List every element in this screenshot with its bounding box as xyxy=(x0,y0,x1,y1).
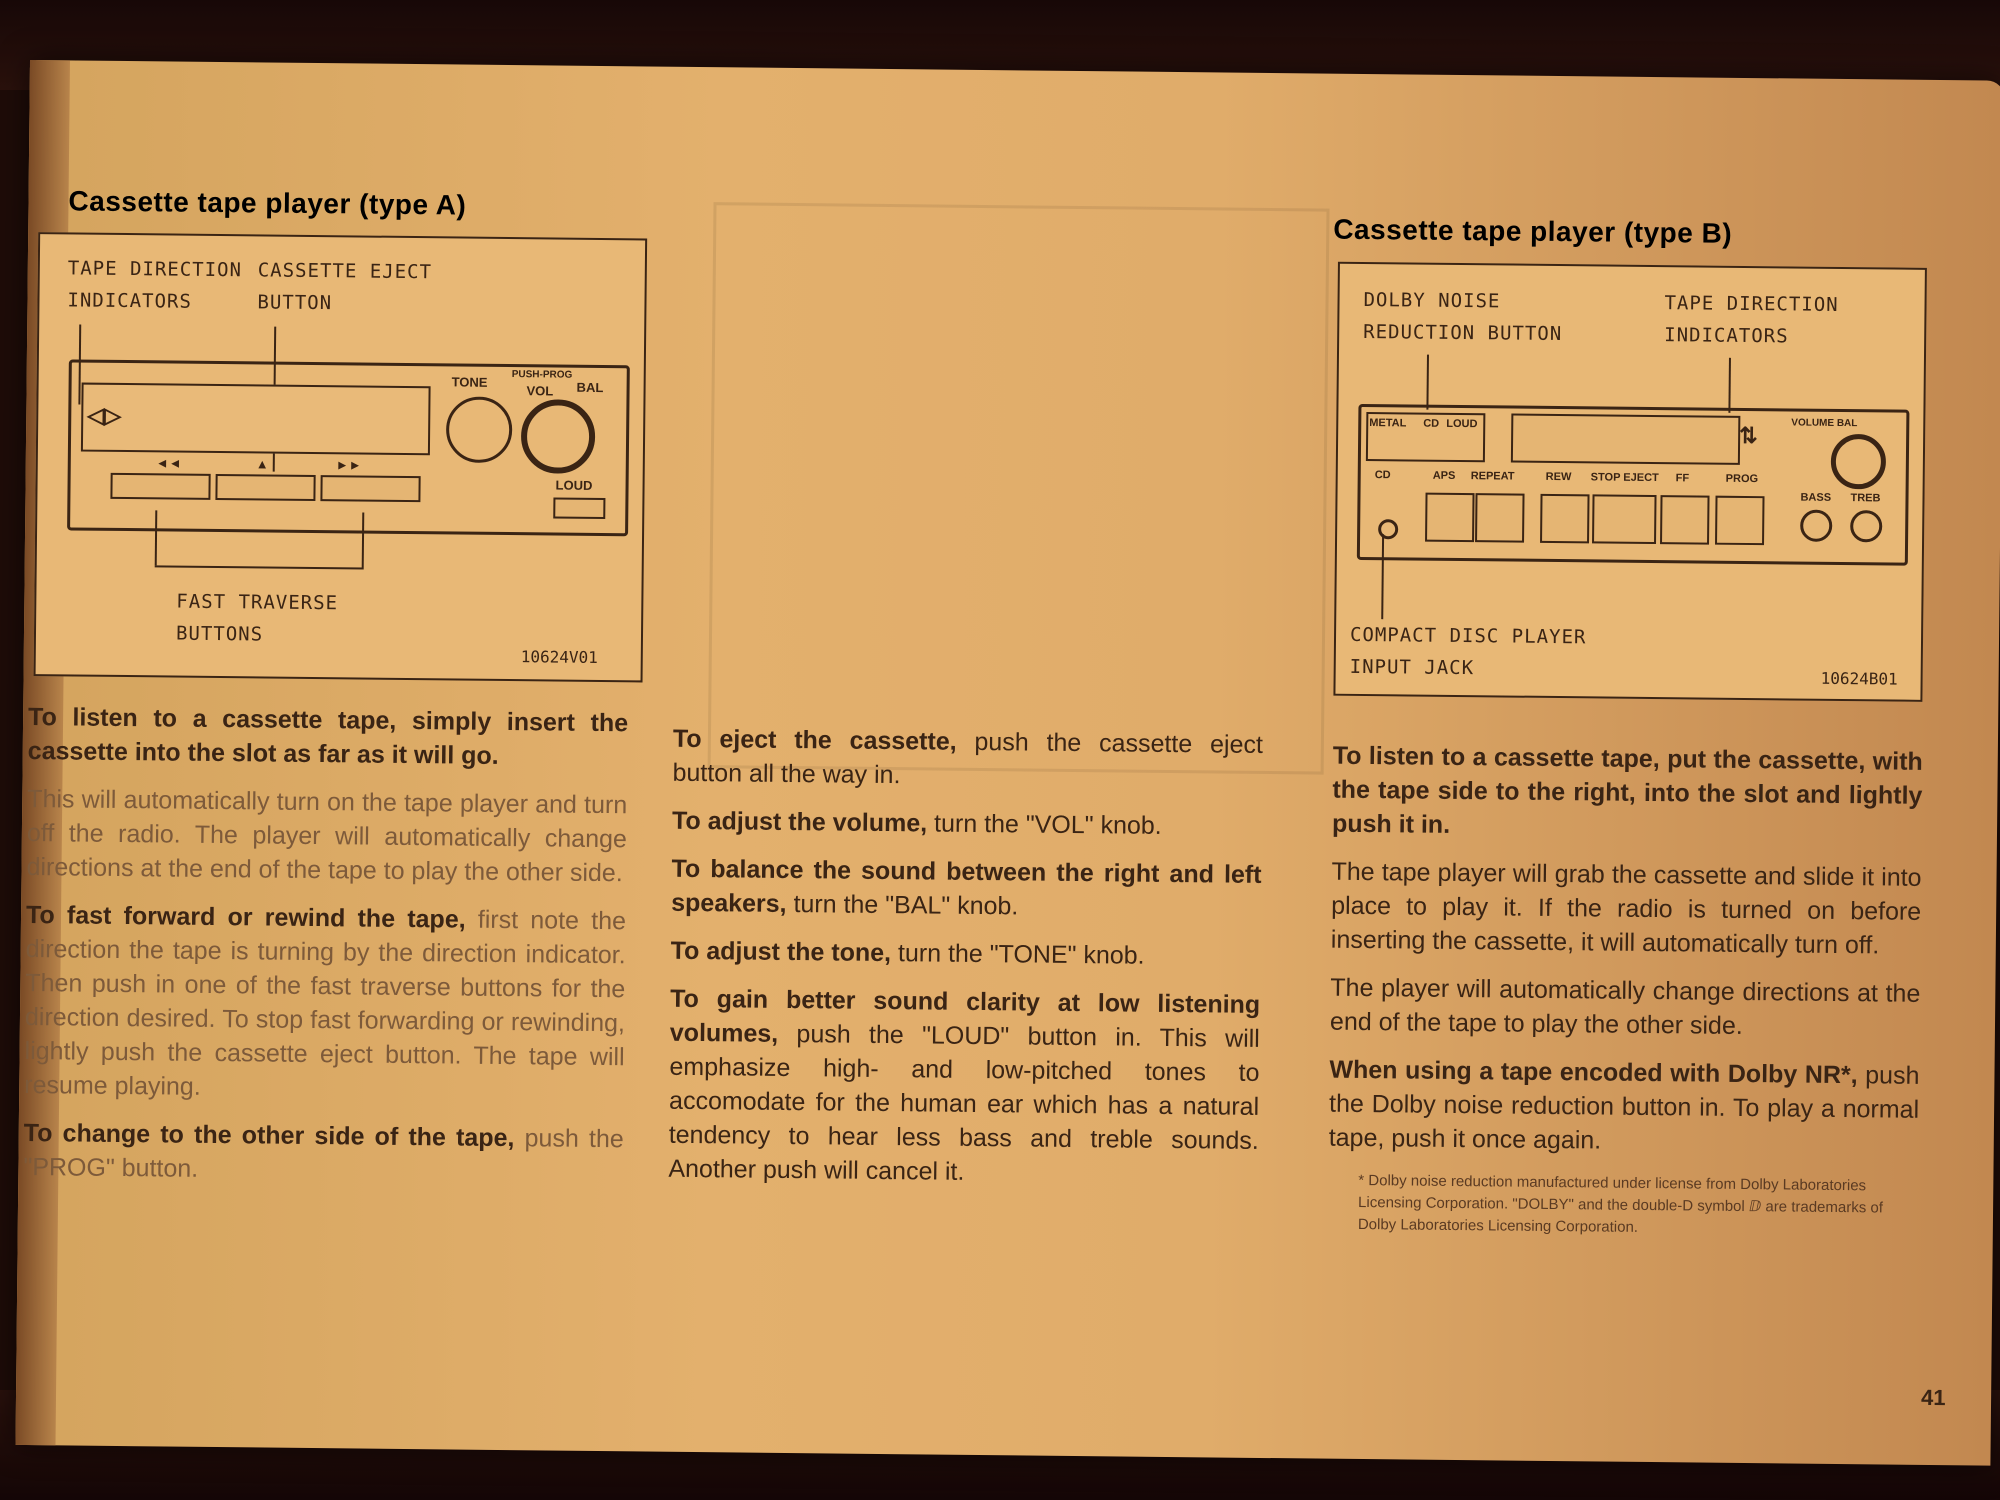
prog-label: PUSH-PROG xyxy=(511,369,573,381)
paragraph xyxy=(668,982,1260,1192)
leader-line xyxy=(362,513,365,568)
bleed-through-figure xyxy=(708,202,1330,774)
paragraph-bold: To balance the sound between the right and left speakers, xyxy=(671,854,1262,918)
callout-line: CASSETTE EJECT xyxy=(257,259,433,284)
prog-label: PROG xyxy=(1725,472,1759,486)
callout-tape-direction xyxy=(67,252,242,318)
loud-label: LOUD xyxy=(1446,417,1478,431)
fast-forward-icon: ►► xyxy=(335,457,362,473)
paragraph xyxy=(1329,1053,1920,1161)
paragraph: The player will automatically change directions at the end of the tape to play the other side. xyxy=(1329,973,1921,1040)
aps-button[interactable] xyxy=(1425,493,1475,543)
leader-line xyxy=(1426,355,1429,410)
heading-type-a: Cassette tape player (type A) xyxy=(68,185,467,221)
callout-dolby xyxy=(1363,284,1563,350)
volume-bal-label: VOLUME BAL xyxy=(1791,417,1858,430)
paragraph-bold: To change to the other side of the tape, xyxy=(23,1118,515,1153)
figure-code: 10624B01 xyxy=(1820,668,1898,689)
callout-cassette-eject xyxy=(257,254,432,320)
stop-eject-button[interactable] xyxy=(1592,494,1657,544)
repeat-button[interactable] xyxy=(1475,493,1525,543)
eject-icon: ▲ xyxy=(255,456,269,472)
paragraph-bold: To eject the cassette, xyxy=(672,724,957,756)
paragraph: This will automatically turn on the tape player and turn off the radio. The player will automatically change directions at the end of the tape to play the other side. xyxy=(26,785,628,888)
paragraph-bold: To gain better sound clarity at low listening volumes, xyxy=(669,984,1261,1048)
ff-button[interactable] xyxy=(1660,495,1710,545)
callout-line: INDICATORS xyxy=(1664,324,1789,348)
tape-direction-icon: ◁▷ xyxy=(87,402,122,428)
tape-direction-icon: ⇅ xyxy=(1739,422,1758,449)
callout-line: TAPE DIRECTION xyxy=(1664,292,1839,316)
callout-line: DOLBY NOISE xyxy=(1363,288,1501,313)
paragraph xyxy=(672,804,1262,844)
rew-label: REW xyxy=(1545,470,1572,484)
cd-input-label: CD xyxy=(1374,469,1391,482)
callout-cd-jack xyxy=(1350,619,1587,685)
rewind-icon: ◄◄ xyxy=(155,455,182,471)
treb-label: TREB xyxy=(1850,492,1881,505)
repeat-label: REPEAT xyxy=(1470,470,1515,483)
figure-type-a xyxy=(34,232,648,682)
paragraph-body: turn the "TONE" knob. xyxy=(890,939,1145,970)
eject-button[interactable] xyxy=(215,474,315,501)
paragraph-bold: To fast forward or rewind the tape, xyxy=(25,901,466,934)
rewind-button[interactable] xyxy=(110,473,210,500)
loud-label: LOUD xyxy=(555,477,593,493)
rew-button[interactable] xyxy=(1540,494,1590,544)
vol-label: VOL xyxy=(526,383,554,399)
callout-line: COMPACT DISC PLAYER xyxy=(1349,623,1587,649)
paragraph-body: first note the direction the tape is turning by the direction indicator. Then push in one of the fast traverse buttons for the direction desired. To stop fast forwarding or rewinding, lightly push the cassette eject button. The tape will resume playing. xyxy=(24,905,627,1101)
bass-knob[interactable] xyxy=(1800,510,1832,542)
callout-line: INPUT JACK xyxy=(1349,655,1475,680)
callout-line: BUTTONS xyxy=(175,622,264,646)
prog-button[interactable] xyxy=(1715,496,1765,546)
page-number: 41 xyxy=(1920,1384,1946,1411)
fast-forward-button[interactable] xyxy=(320,475,420,502)
paragraph xyxy=(23,1116,624,1190)
volume-knob[interactable] xyxy=(1831,434,1887,490)
figure-code: 10624V01 xyxy=(520,647,598,667)
left-column-text xyxy=(23,700,628,1204)
right-column-text xyxy=(1328,739,1923,1257)
metal-label: METAL xyxy=(1369,417,1407,430)
callout-line: FAST TRAVERSE xyxy=(176,590,339,615)
paragraph-bold: To listen to a cassette tape, put the cassette, with the tape side to the right, into the slot and lightly push it in. xyxy=(1331,741,1923,839)
tape-slot[interactable] xyxy=(81,383,431,456)
paragraph-body: turn the "BAL" knob. xyxy=(786,889,1019,921)
aps-label: APS xyxy=(1432,469,1456,482)
paragraph: The tape player will grab the cassette and slide it into place to play it. If the radio is turned on before inserting the cassette, it will automatically turn off. xyxy=(1330,857,1922,960)
paragraph xyxy=(671,934,1261,974)
ff-label: FF xyxy=(1675,472,1690,485)
paragraph-bold: When using a tape encoded with Dolby NR*, xyxy=(1329,1055,1858,1090)
footnote: * Dolby noise reduction manufactured under license from Dolby Laboratories Licensing Corporation. "DOLBY" and the double-D symbol ⅅ are trademarks of Dolby Laboratories Licensing Corporation. xyxy=(1357,1171,1884,1236)
volume-knob[interactable] xyxy=(521,399,596,474)
leader-line xyxy=(1381,534,1384,619)
paragraph-bold: To adjust the volume, xyxy=(671,806,928,838)
callout-fast-traverse xyxy=(176,586,338,652)
figure-type-b xyxy=(1333,262,1927,702)
paragraph xyxy=(672,722,1263,796)
manual-page xyxy=(15,60,2000,1466)
bass-label: BASS xyxy=(1800,491,1832,504)
callout-line: BUTTON xyxy=(257,291,333,315)
paragraph-body: turn the "VOL" knob. xyxy=(927,809,1162,840)
tone-label: TONE xyxy=(451,374,488,390)
paragraph-bold: To listen to a cassette tape, simply insert the cassette into the slot as far as it will go. xyxy=(27,703,629,770)
cassette-unit-b xyxy=(1357,404,1910,566)
callout-line: REDUCTION BUTTON xyxy=(1363,320,1563,346)
callout-tape-direction-b xyxy=(1664,287,1839,353)
cassette-unit-a xyxy=(67,359,630,536)
callout-line: INDICATORS xyxy=(67,289,192,313)
bal-label: BAL xyxy=(576,379,604,396)
cd-label: CD xyxy=(1423,417,1440,430)
middle-column-text xyxy=(668,722,1263,1206)
leader-line xyxy=(155,565,364,569)
paragraph-bold: To adjust the tone, xyxy=(670,936,892,968)
paragraph-body: push the cassette eject button all the way in. xyxy=(672,727,1264,790)
paragraph xyxy=(28,700,629,774)
paragraph xyxy=(24,898,626,1108)
treble-knob[interactable] xyxy=(1850,510,1882,542)
paragraph xyxy=(1332,739,1923,847)
tone-knob[interactable] xyxy=(446,396,513,463)
tape-slot[interactable] xyxy=(1511,414,1741,465)
leader-line xyxy=(1728,358,1731,413)
leader-line xyxy=(155,510,158,565)
loud-button[interactable] xyxy=(553,498,605,520)
dolby-button-group[interactable] xyxy=(1366,412,1486,462)
paragraph-body: push the Dolby noise reduction button in. To play a normal tape, push it once again. xyxy=(1328,1061,1920,1155)
paragraph-body: push the "PROG" button. xyxy=(23,1124,624,1183)
paragraph xyxy=(671,852,1262,926)
paragraph-body: push the "LOUD" button in. This will emphasize high- and low-pitched tones to accomodate for the human ear which has a natural tendency to hear less bass and treble sounds. Another push will cancel it. xyxy=(668,1019,1260,1186)
heading-type-b: Cassette tape player (type B) xyxy=(1333,213,1733,249)
stop-eject-label: STOP EJECT xyxy=(1590,471,1659,485)
callout-line: TAPE DIRECTION xyxy=(67,257,243,282)
